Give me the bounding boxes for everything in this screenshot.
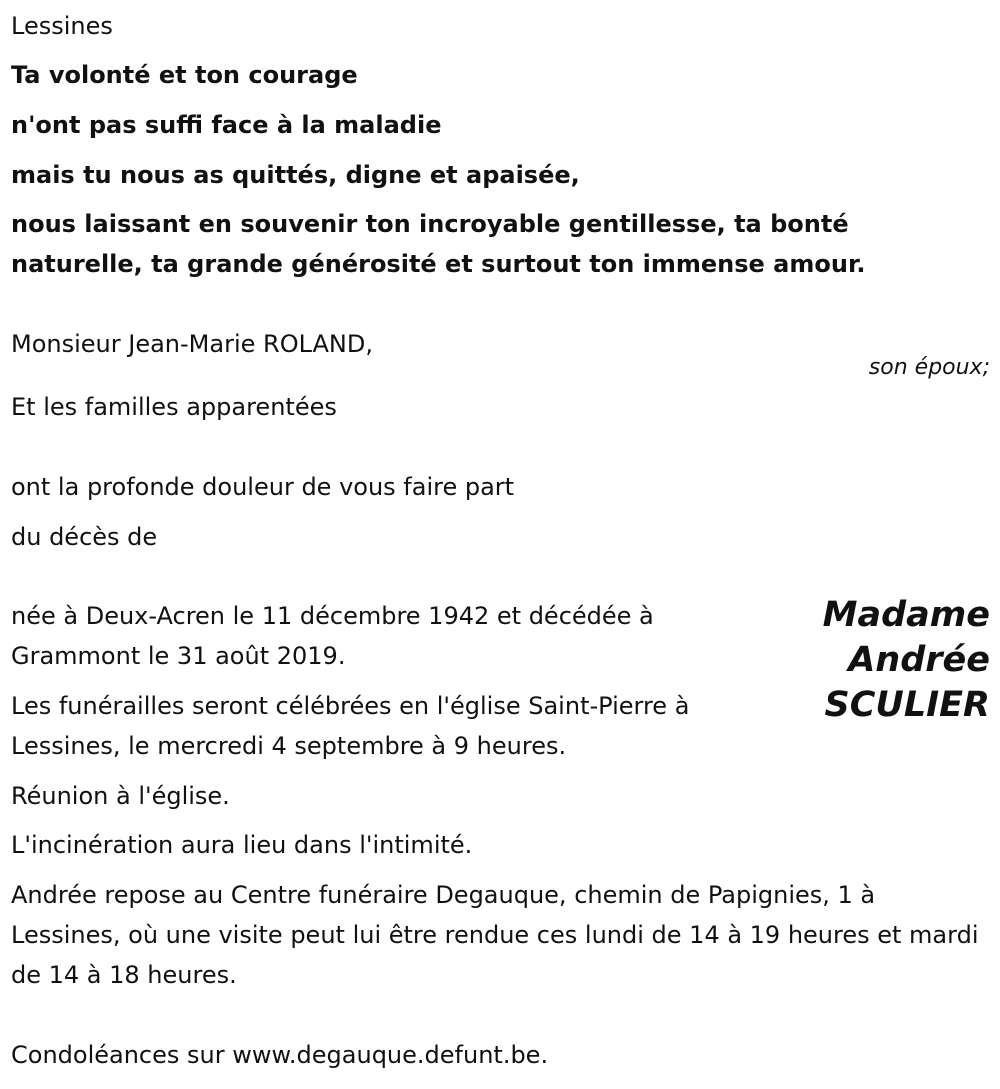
spouse-name: Monsieur Jean-Marie ROLAND, <box>11 330 373 358</box>
meeting-text: Réunion à l'église. <box>11 782 230 810</box>
poem-line-1: Ta volonté et ton courage <box>11 61 358 89</box>
poem-line-4: nous laissant en souvenir ton incroyable gentillesse, ta bonté naturelle, ta grande générosité et surtout ton immense amour. <box>11 210 866 278</box>
town-heading: Lessines <box>11 12 113 40</box>
deceased-last-name: SCULIER <box>824 685 990 725</box>
poem-line-2: n'ont pas suffi face à la maladie <box>11 111 442 139</box>
cremation-text: L'incinération aura lieu dans l'intimité. <box>11 831 473 859</box>
deceased-first-name: Andrée <box>848 640 990 680</box>
announcement-line-1: ont la profonde douleur de vous faire part <box>11 473 515 501</box>
visitation-text: Andrée repose au Centre funéraire Degauque, chemin de Papignies, 1 à Lessines, où une visite peut lui être rendue ces lundi de 14 à 19 heures et mardi de 14 à 18 heures. <box>11 881 979 989</box>
poem-line-3: mais tu nous as quittés, digne et apaisée, <box>11 161 580 189</box>
announcement-line-2: du décès de <box>11 523 158 551</box>
birth-death-text: née à Deux-Acren le 11 décembre 1942 et décédée à Grammont le 31 août 2019. <box>11 602 654 670</box>
families-line: Et les familles apparentées <box>11 393 337 421</box>
deceased-title: Madame <box>822 595 990 635</box>
condolences-text: Condoléances sur www.degauque.defunt.be. <box>11 1041 549 1069</box>
spouse-role: son époux; <box>868 355 990 380</box>
funeral-text: Les funérailles seront célébrées en l'église Saint-Pierre à Lessines, le mercredi 4 septembre à 9 heures. <box>11 692 690 760</box>
